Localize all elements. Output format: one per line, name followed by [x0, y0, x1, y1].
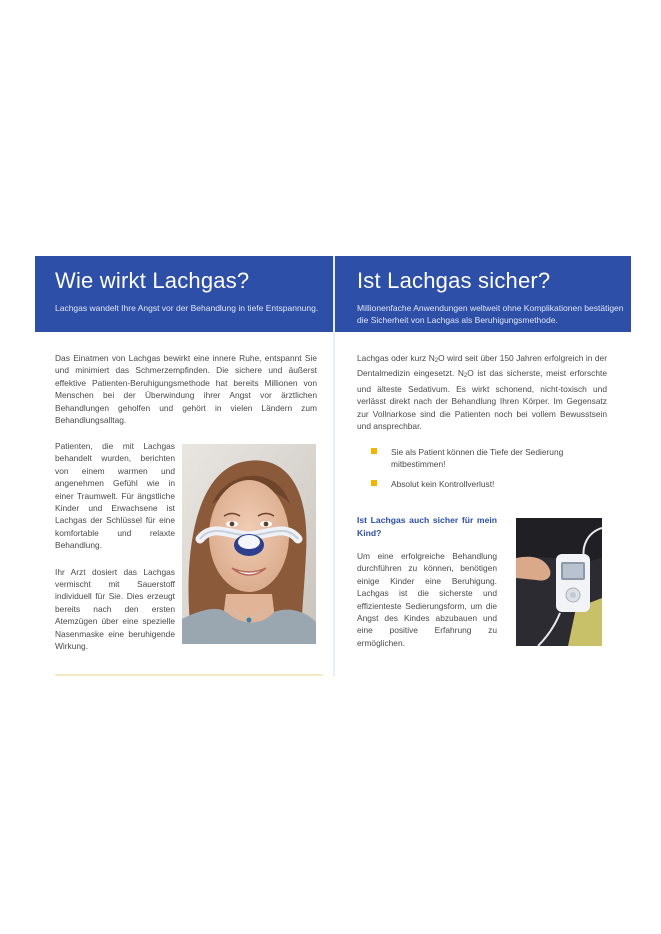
- left-title: Wie wirkt Lachgas?: [55, 268, 250, 293]
- right-header-banner: [335, 256, 631, 332]
- child-safety-heading: Ist Lachgas auch sicher für mein Kind?: [357, 515, 497, 538]
- sedation-device-illustration: [516, 518, 602, 646]
- footer-rule-left: [55, 674, 323, 676]
- left-intro-block: [55, 352, 317, 436]
- list-item: [371, 478, 607, 490]
- right-bullets-block: [371, 446, 607, 498]
- right-subtitle: Millionenfache Anwendungen weltweit ohne Komplikationen bestätigen die Sicherheit von Lachgas als Beruhigungsmethode.: [357, 303, 624, 325]
- right-intro: [357, 352, 607, 432]
- left-para3: Ihr Arzt dosiert das Lachgas vermischt mit Sauerstoff individuell für Sie. Dies erzeugt bereits nach den ersten Atemzügen über eine spezielle Nasenmaske eine beruhigende Wirkung.: [55, 566, 175, 652]
- sedation-device-photo: [516, 518, 602, 646]
- left-subtitle: Lachgas wandelt Ihre Angst vor der Behandlung in tiefe Entspannung.: [55, 303, 319, 313]
- right-intro-block: [357, 352, 607, 442]
- brochure-spread: [35, 256, 631, 676]
- bullet-list: [371, 446, 607, 490]
- bullet-text: Absolut kein Kontrollverlust!: [391, 479, 495, 489]
- bullet-text: Sie als Patient können die Tiefe der Sedierung mitbestimmen!: [391, 447, 564, 469]
- child-safety-text: Um eine erfolgreiche Behandlung durchführen zu können, benötigen einige Kinder eine Beruhigung. Lachgas ist die sicherste und effizienteste Sedierungsform, um die Angst des Kindes abzubauen und eine positive Erfahrung zu ermöglichen.: [357, 551, 497, 648]
- woman-nasal-mask-photo: [182, 444, 316, 644]
- right-intro-part2: O wird seit über 150 Jahren erfolgreich in der Dentalmedizin eingesetzt. N: [357, 353, 607, 379]
- right-child-block: [357, 514, 497, 659]
- left-body-block: [55, 440, 175, 663]
- bullet-square-icon: [371, 448, 377, 454]
- woman-nasal-mask-illustration: [182, 444, 316, 644]
- left-para2: Patienten, die mit Lachgas behandelt wurden, berichten von einem warmen und angenehmen Gefühl wie in einer Traumwelt. Für ängstliche Kinder und Erwachsene ist Lachgas der Schlüssel für eine komfortable und relaxte Behandlung.: [55, 441, 175, 551]
- right-intro-part3: O ist das sicherste, meist erforschte und älteste Sedativum. Es wirkt schonend, nicht-toxisch und verlässt direkt nach der Behandlung Ihren Körper. Im Gegensatz zur Vollnarkose sind die Patienten noch bei vollem Bewusstsein und ansprechbar.: [357, 368, 607, 432]
- list-item: [371, 446, 607, 470]
- bullet-square-icon: [371, 480, 377, 486]
- right-title: Ist Lachgas sicher?: [357, 268, 551, 293]
- n2o-subscript: 2: [434, 358, 439, 364]
- right-intro-part1: Lachgas oder kurz N: [357, 353, 435, 363]
- n2o-subscript: 2: [463, 373, 468, 380]
- left-header-banner: [35, 256, 333, 332]
- left-intro: Das Einatmen von Lachgas bewirkt eine innere Ruhe, entspannt Sie und minimiert das Schmerzempfinden. Die sichere und äußerst effektive Patienten-Beruhigungsmethode hat bereits Millionen von Menschen bei der Überwindung ihrer Angst vor ärztlichen Behandlungen geholfen und gehört in vielen Ländern zum Behandlungsalltag.: [55, 353, 317, 426]
